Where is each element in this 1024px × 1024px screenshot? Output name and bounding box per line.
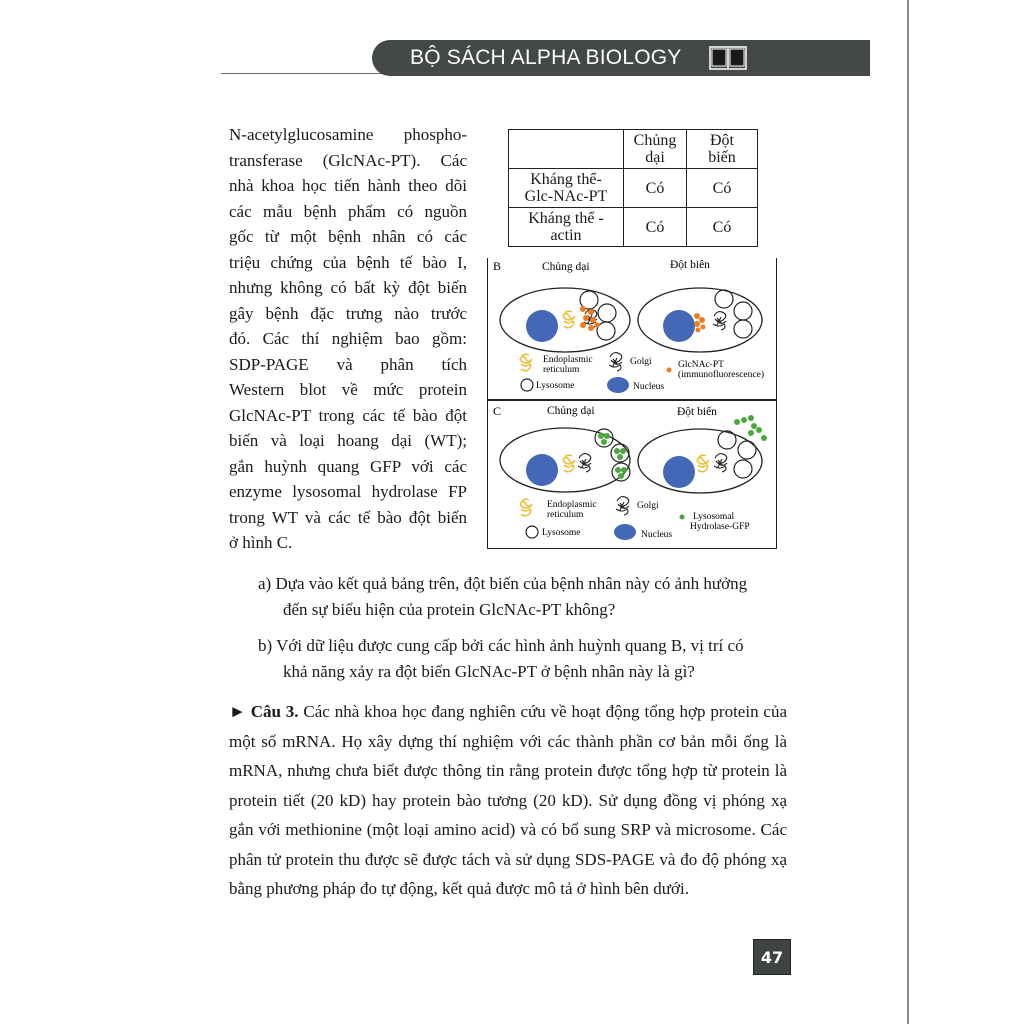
nucleus-legend-icon xyxy=(607,377,629,393)
intro-line: GlcNAc-PT trong các tế bào đột xyxy=(229,405,467,425)
nucleus-icon xyxy=(526,310,558,342)
book-series-title: BỘ SÁCH ALPHA BIOLOGY xyxy=(410,46,682,69)
legend-nucleus: Nucleus xyxy=(640,530,672,540)
table-row xyxy=(509,169,758,208)
er-legend-icon xyxy=(520,354,532,371)
table-row xyxy=(509,208,758,247)
golgi-legend-icon xyxy=(616,497,629,515)
panel-b-label: B xyxy=(492,259,501,273)
legend-golgi: Golgi xyxy=(629,357,652,367)
lysosome-icon xyxy=(597,322,615,340)
legend-er-line1: Endoplasmic xyxy=(546,500,597,510)
table-row-label: Kháng thể- Glc-NAc-PT xyxy=(509,169,624,208)
legend-marker-line1: Lysosomal xyxy=(692,512,734,522)
er-icon xyxy=(697,455,709,472)
intro-paragraph xyxy=(229,122,467,556)
nucleus-icon xyxy=(663,310,695,342)
lysosome-icon xyxy=(734,460,752,478)
question-a xyxy=(258,571,803,623)
intro-line: trong WT và các tế bào đột biến xyxy=(229,507,467,527)
fluorescence-figure xyxy=(487,258,777,549)
legend-marker-line2: Hydrolase-GFP xyxy=(689,522,750,532)
question-3-paragraph xyxy=(229,697,787,904)
er-legend-icon xyxy=(520,499,532,516)
golgi-icon xyxy=(714,454,727,472)
intro-line: gây bệnh đặc trưng nào trước xyxy=(229,303,467,323)
panel-b-left-title: Chủng dại xyxy=(541,261,590,273)
mutant-cell-c xyxy=(638,429,762,493)
intro-line: nhà khoa học tiến hành theo dõi xyxy=(229,176,467,195)
table-cell: Có xyxy=(624,169,687,208)
golgi-icon xyxy=(578,454,591,472)
header-banner xyxy=(372,40,870,76)
legend-er-line2: reticulum xyxy=(542,365,579,375)
wild-type-cell-c xyxy=(500,428,630,492)
intro-line: transferase (GlcNAc-PT). Các xyxy=(229,150,467,170)
table-row-label: Kháng thể - actin xyxy=(509,208,624,247)
intro-line: ở hình C. xyxy=(229,533,293,552)
legend-lysosome: Lysosome xyxy=(541,528,581,538)
lysosome-icon xyxy=(738,441,756,459)
question-b xyxy=(258,633,803,685)
panel-c-label: C xyxy=(492,404,501,418)
table-header-wild-type: Chủng dại xyxy=(624,130,687,169)
legend-er-line1: Endoplasmic xyxy=(542,355,593,365)
question-3-text: Các nhà khoa học đang nghiên cứu về hoạt động tổng hợp protein của một số mRNA. Họ xây dựng thí nghiệm với các thành phần cơ bản mỗi ống là mRNA, nhưng chưa biết được thông tin rằng protein được tổng hợp từ protein là protein tiết (20 kD) hay protein bào tương (20 kD). Sử dụng đồng vị phóng xạ gắn với methionine (một loại amino acid) và có bổ sung SRP và microsome. Các phân tử protein thu được sẽ được tách và sử dụng SDS-PAGE và đo độ phóng xạ bằng phương pháp đo tự động, kết quả được mô tả ở hình bên dưới. xyxy=(229,702,788,898)
intro-line: triệu chứng của bệnh tế bào I, xyxy=(229,252,467,272)
figure-svg xyxy=(487,258,777,549)
legend-nucleus: Nucleus xyxy=(632,382,664,392)
table-header-mutant: Đột biến xyxy=(687,130,758,169)
question-a-line1: a) Dựa vào kết quả bảng trên, đột biến của bệnh nhân này có ảnh hưởng xyxy=(258,574,748,593)
lysosome-icon xyxy=(715,290,733,308)
open-book-icon xyxy=(709,46,747,70)
er-icon xyxy=(563,311,575,328)
table-cell: Có xyxy=(624,208,687,247)
intro-line: gắn huỳnh quang GFP với các xyxy=(229,456,467,476)
nucleus-legend-icon xyxy=(614,524,636,540)
lysosome-icon xyxy=(734,302,752,320)
question-b-line1: b) Với dữ liệu được cung cấp bởi các hình ảnh huỳnh quang B, vị trí có xyxy=(258,636,744,655)
legend-lysosome: Lysosome xyxy=(535,381,575,391)
legend-golgi: Golgi xyxy=(636,501,659,511)
lysosome-icon xyxy=(734,320,752,338)
question-a-line2: đến sự biểu hiện của protein GlcNAc-PT không? xyxy=(283,600,616,619)
question-3-marker: ► xyxy=(229,702,246,721)
nucleus-icon xyxy=(663,456,695,488)
lysosome-legend-icon xyxy=(526,526,538,538)
hydrolase-gfp-dots-mutant xyxy=(734,415,767,441)
intro-line: các mẫu bệnh phẩm có nguồn xyxy=(229,201,467,221)
lysosome-legend-icon xyxy=(521,379,533,391)
marker-legend-dot xyxy=(679,515,684,520)
lysosome-icon xyxy=(598,304,616,322)
intro-line: đó. Các thí nghiệm bao gồm: xyxy=(229,329,467,348)
page-number: 47 xyxy=(753,939,791,975)
legend-er-line2: reticulum xyxy=(546,510,583,520)
legend-marker-line1: GlcNAc-PT xyxy=(677,360,724,370)
header-rule xyxy=(221,73,401,74)
intro-line: Western blot về mức protein xyxy=(229,380,467,399)
glcnac-pt-dots-mutant xyxy=(694,313,706,333)
question-b-line2: khả năng xảy ra đột biến GlcNAc-PT ở bệnh nhân này là gì? xyxy=(283,662,695,681)
er-icon xyxy=(563,455,575,472)
nucleus-icon xyxy=(526,454,558,486)
intro-line: enzyme lysosomal hydrolase FP xyxy=(229,482,467,501)
legend-marker-line2: (immunofluorescence) xyxy=(677,370,764,380)
wild-type-cell-b xyxy=(500,288,630,352)
table-header-row xyxy=(509,130,758,169)
marker-legend-dot xyxy=(666,368,671,373)
golgi-legend-icon xyxy=(609,353,622,371)
panel-c-right-title: Đột biến xyxy=(676,406,717,418)
intro-line: gốc từ một bệnh nhân có các xyxy=(229,227,467,246)
intro-line: N-acetylglucosamine phospho- xyxy=(229,125,467,144)
panel-c-left-title: Chủng dại xyxy=(546,405,595,417)
intro-line: SDP-PAGE và phân tích xyxy=(229,354,467,374)
intro-line: nhưng không có bất kỳ đột biến xyxy=(229,278,467,297)
panel-b-right-title: Đột biên xyxy=(669,259,710,271)
table-corner-cell xyxy=(509,130,624,169)
antibody-table xyxy=(508,129,758,247)
lysosome-icon xyxy=(718,431,736,449)
intro-line: biến và loại hoang dại (WT); xyxy=(229,431,467,450)
question-3-label: Câu 3. xyxy=(250,702,299,721)
golgi-icon xyxy=(713,312,726,330)
table-cell: Có xyxy=(687,208,758,247)
table-cell: Có xyxy=(687,169,758,208)
page-edge-line xyxy=(907,0,909,1024)
